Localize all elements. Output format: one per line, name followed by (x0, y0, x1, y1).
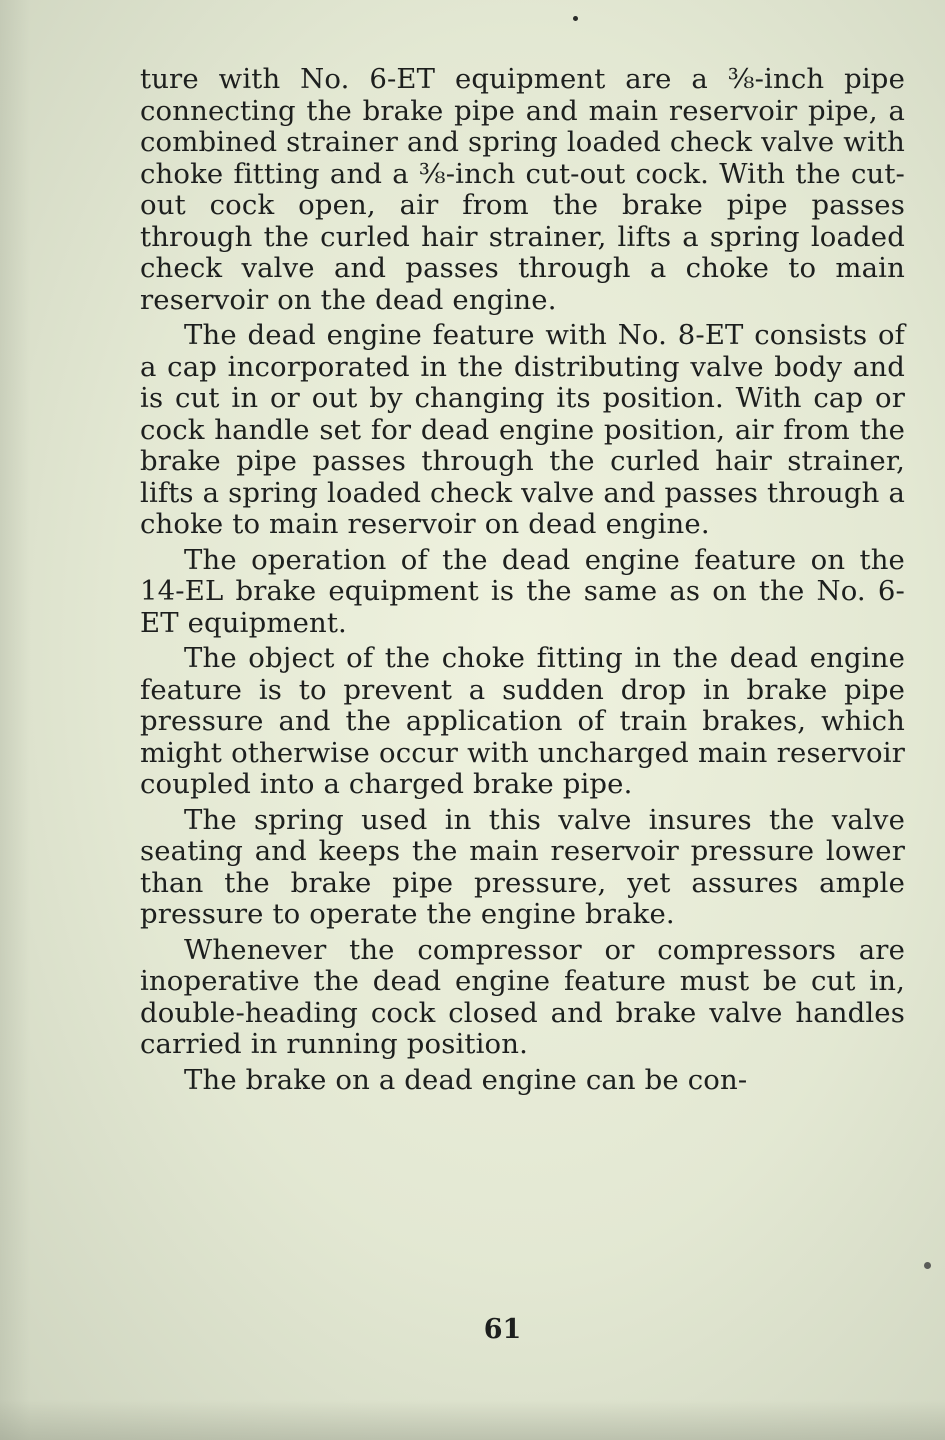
paragraph-spring: The spring used in this valve insures the valve seating and keeps the main reservoir pressure lower than the brake pipe pressure, yet assures ample pressure to operate the engine brake. (140, 803, 905, 930)
page-bottom-shadow (0, 1400, 945, 1440)
print-speck (924, 1262, 931, 1269)
print-speck (573, 16, 578, 21)
paragraph-dead-engine-brake: The brake on a dead engine can be con- (184, 1063, 748, 1096)
paragraph-continuation: ture with No. 6-ET equipment are a ⅜-inch pipe connecting the brake pipe and main reservoir pipe, a combined strainer and spring loaded check valve with choke fitting and a ⅜-inch cut-out cock. With the cut-out cock open, air from the brake pipe passes through the curled hair strainer, lifts a spring loaded check valve and passes through a choke to main reservoir on the dead engine. (140, 63, 905, 316)
page-number: 61 (483, 1314, 522, 1345)
paragraph-14el-operation: The operation of the dead engine feature on the 14-EL brake equipment is the same as on the No. 6-ET equipment. (140, 543, 905, 639)
paragraph-compressor-inoperative: Whenever the compressor or compressors are inoperative the dead engine feature must be cut in, double-heading cock closed and brake valve handles carried in running position. (140, 933, 905, 1060)
paragraph-choke-object: The object of the choke fitting in the dead engine feature is to prevent a sudden drop in brake pipe pressure and the application of train brakes, which might otherwise occur with uncharged main reservoir coupled into a charged brake pipe. (140, 642, 905, 800)
body-text (140, 64, 905, 1096)
paragraph-8et-feature: The dead engine feature with No. 8-ET consists of a cap incorporated in the distributing valve body and is cut in or out by changing its position. With cap or cock handle set for dead engine position, air from the brake pipe passes through the curled hair strainer, lifts a spring loaded check valve and passes through a choke to main reservoir on dead engine. (140, 319, 905, 540)
page-left-shadow (0, 0, 30, 1440)
